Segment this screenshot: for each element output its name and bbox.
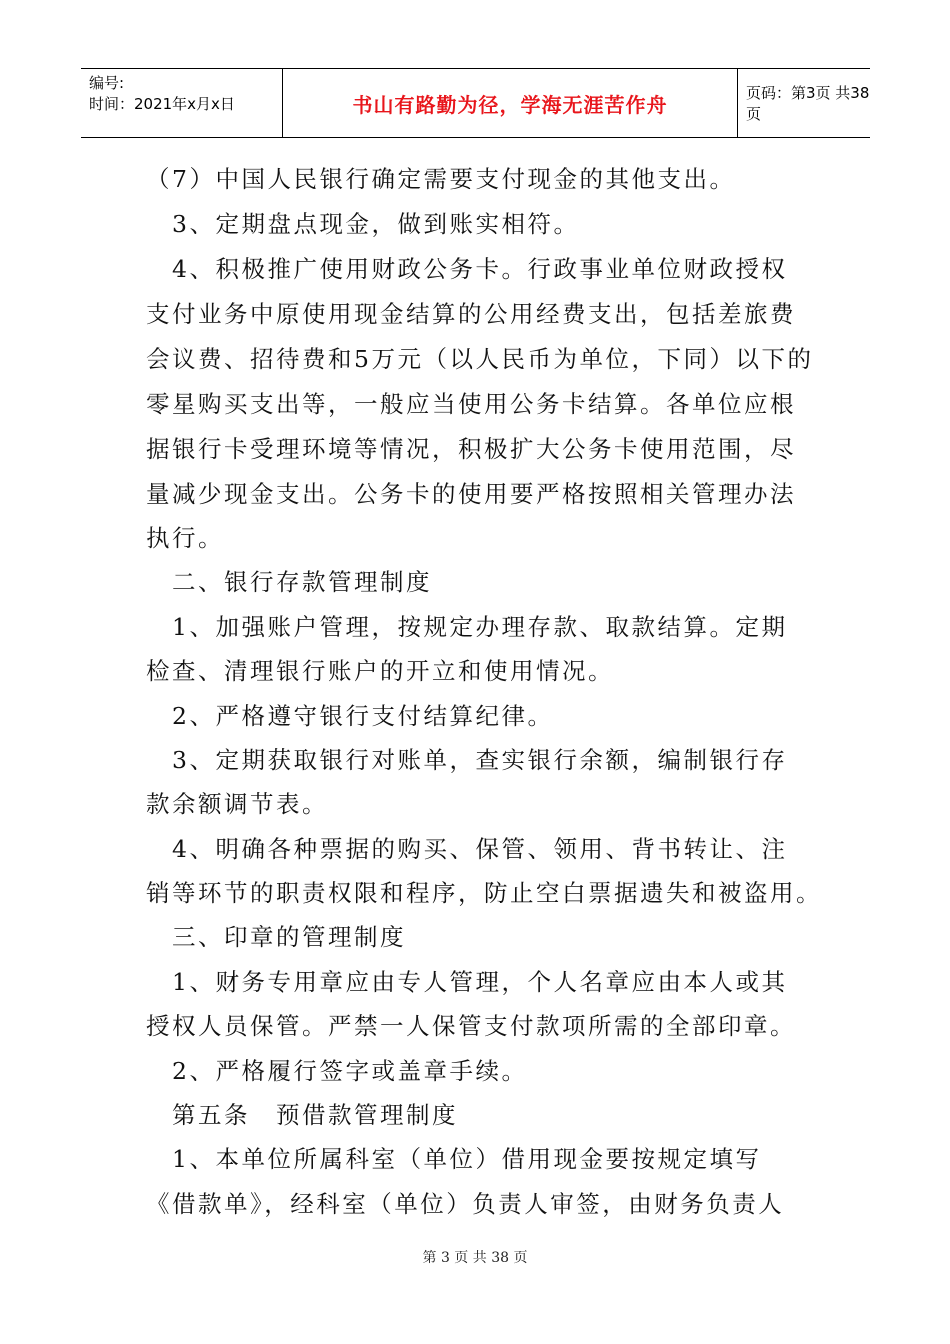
body-line: 款余额调节表。: [146, 790, 328, 818]
body-line: 二、银行存款管理制度: [146, 568, 432, 596]
body-line: 据银行卡受理环境等情况，积极扩大公务卡使用范围，尽: [146, 435, 796, 463]
body-line: 1、财务专用章应由专人管理，个人名章应由本人或其: [146, 968, 788, 996]
body-line: 2、严格遵守银行支付结算纪律。: [146, 702, 554, 730]
header-meta: [81, 69, 282, 137]
body-line: 第五条 预借款管理制度: [146, 1101, 458, 1129]
body-line: 4、明确各种票据的购买、保管、领用、背书转让、注: [146, 835, 788, 863]
body-line: 支付业务中原使用现金结算的公用经费支出，包括差旅费: [146, 300, 796, 328]
body-line: 授权人员保管。严禁一人保管支付款项所需的全部印章。: [146, 1012, 796, 1040]
body-line: （7）中国人民银行确定需要支付现金的其他支出。: [146, 165, 736, 193]
body-line: 2、严格履行签字或盖章手续。: [146, 1057, 528, 1085]
body-line: 三、印章的管理制度: [146, 923, 406, 951]
body-line: 检查、清理银行账户的开立和使用情况。: [146, 657, 614, 685]
body-line: 3、定期盘点现金，做到账实相符。: [146, 210, 580, 238]
body-line: 销等环节的职责权限和程序，防止空白票据遗失和被盗用。: [146, 879, 822, 907]
body-line: 量减少现金支出。公务卡的使用要严格按照相关管理办法: [146, 480, 796, 508]
body-line: 4、积极推广使用财政公务卡。行政事业单位财政授权: [146, 255, 788, 283]
body-line: 3、定期获取银行对账单，查实银行余额，编制银行存: [146, 746, 788, 774]
header-page-cell: [738, 69, 870, 137]
body-line: 1、加强账户管理，按规定办理存款、取款结算。定期: [146, 613, 788, 641]
header-motto: 书山有路勤为径，学海无涯苦作舟: [352, 92, 668, 117]
body-line: 执行。: [146, 524, 224, 552]
body-line: 《借款单》，经科室（单位）负责人审签，由财务负责人: [146, 1190, 785, 1218]
document-header: [81, 68, 870, 138]
header-motto-cell: [282, 69, 738, 137]
body-line: 会议费、招待费和5万元（以人民币为单位，下同）以下的: [146, 345, 814, 373]
body-line: 1、本单位所属科室（单位）借用现金要按规定填写: [146, 1145, 762, 1173]
page-footer: 第 3 页 共 38 页: [422, 1250, 528, 1266]
document-time-label: 时间：2021年x月x日: [89, 95, 235, 113]
body-line: 零星购买支出等，一般应当使用公务卡结算。各单位应根: [146, 390, 796, 418]
header-page-info: 页码：第3页 共38页: [746, 84, 870, 123]
document-number-label: 编号:: [89, 74, 125, 92]
